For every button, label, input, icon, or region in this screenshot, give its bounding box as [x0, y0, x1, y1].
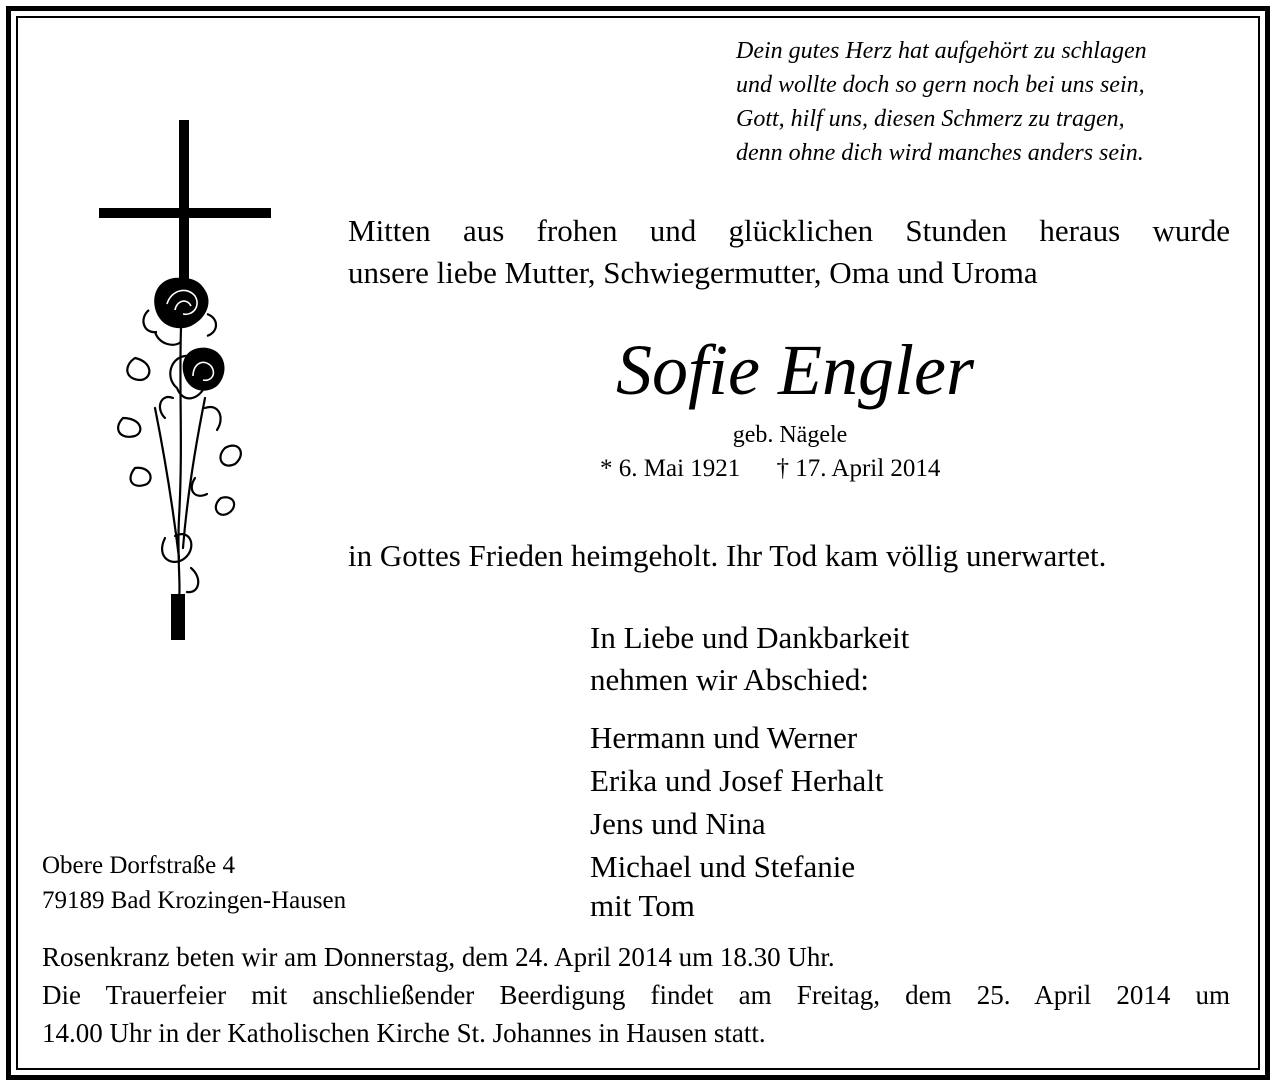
family-list [590, 716, 884, 924]
poem-line: und wollte doch so gern noch bei uns sein, [736, 72, 1145, 98]
farewell-line: nehmen wir Abschied: [590, 662, 869, 697]
intro-line: unsere liebe Mutter, Schwiegermutter, Oma und Uroma [348, 255, 1038, 290]
life-dates [600, 453, 940, 485]
birth-name: geb. Nägele [732, 422, 848, 448]
deceased-name: Sofie Engler [616, 330, 974, 410]
family-member: Jens und Nina [590, 806, 766, 841]
birth-date: * 6. Mai 1921 [600, 455, 741, 482]
cross-with-roses-icon [95, 118, 275, 648]
poem-line: Dein gutes Herz hat aufgehört zu schlagen [736, 38, 1147, 64]
family-member: Michael und Stefanie [590, 849, 856, 884]
address [42, 848, 346, 918]
address-street: Obere Dorfstraße 4 [42, 852, 235, 879]
poem [736, 34, 1236, 170]
intro-text [348, 210, 1230, 294]
family-member: Hermann und Werner [590, 720, 858, 755]
poem-line: Gott, hilf uns, diesen Schmerz zu tragen, [736, 106, 1125, 132]
peace-line: in Gottes Frieden heimgeholt. Ihr Tod kam völlig unerwartet. [348, 538, 1107, 573]
notice-line: Rosenkranz beten wir am Donnerstag, dem 24. April 2014 um 18.30 Uhr. [42, 942, 835, 972]
death-date: † 17. April 2014 [776, 455, 941, 482]
notice-line: Die Trauerfeier mit anschließender Beerdigung findet am Freitag, dem 25. April 2014 um [42, 980, 1230, 1010]
address-city: 79189 Bad Krozingen-Hausen [42, 887, 347, 914]
family-member: Erika und Josef Herhalt [590, 763, 884, 798]
poem-line: denn ohne dich wird manches anders sein. [736, 140, 1144, 166]
notice-line: 14.00 Uhr in der Katholischen Kirche St. Johannes in Hausen statt. [42, 1018, 766, 1048]
intro-line: Mitten aus frohen und glücklichen Stunden heraus wurde [348, 213, 1230, 248]
farewell-text [590, 617, 909, 701]
service-notice [42, 938, 1230, 1052]
farewell-line: In Liebe und Dankbarkeit [590, 620, 910, 655]
family-member: mit Tom [590, 888, 695, 923]
